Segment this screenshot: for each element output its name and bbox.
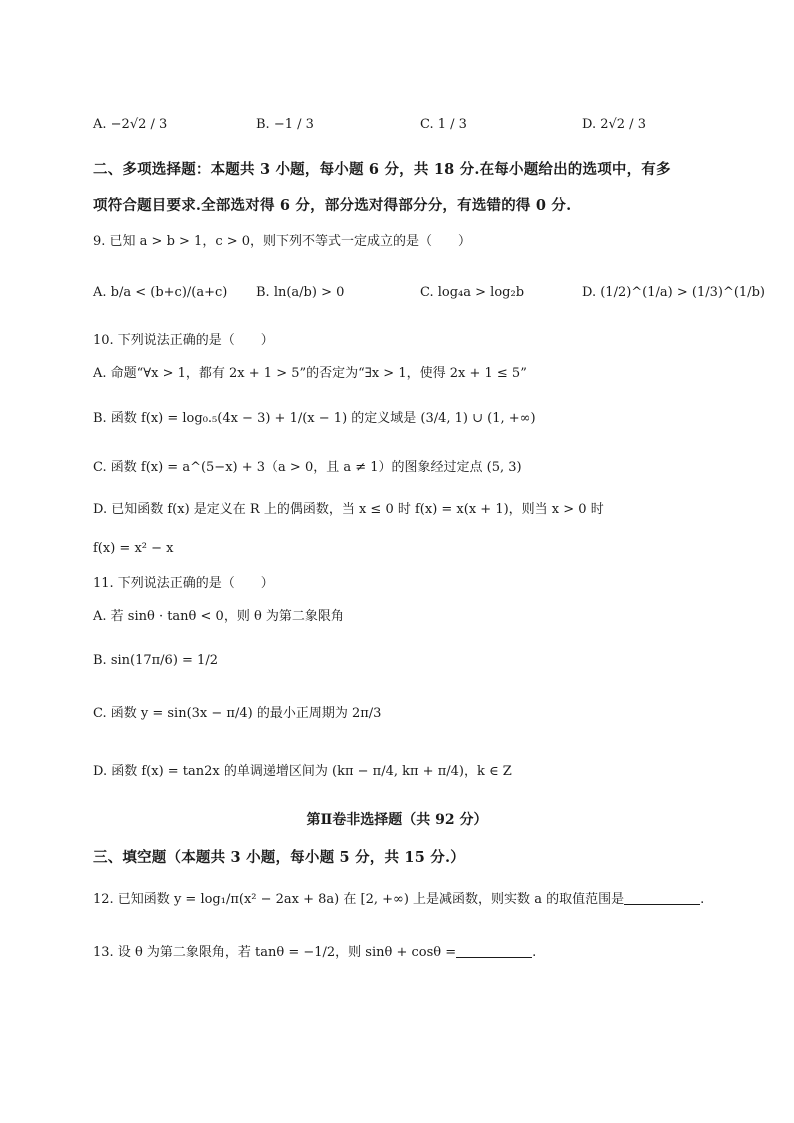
q10-option-d-line1[interactable]: D. 已知函数 f(x) 是定义在 R 上的偶函数，当 x ≤ 0 时 f(x) = x(x + 1)，则当 x > 0 时: [93, 502, 604, 517]
section3-heading: 三、填空题（本题共 3 小题，每小题 5 分，共 15 分.）: [93, 849, 465, 866]
q12-line: [93, 890, 704, 910]
q10-stem: 10. 下列说法正确的是（ ）: [93, 333, 274, 348]
q9-stem: 9. 已知 a > b > 1，c > 0，则下列不等式一定成立的是（ ）: [93, 234, 472, 249]
q10-option-d-line2: f(x) = x² − x: [93, 541, 174, 556]
q10-option-b[interactable]: B. 函数 f(x) = log₀.₅(4x − 3) + 1/(x − 1) 的定义域是 (3/4, 1) ∪ (1, +∞): [93, 411, 536, 426]
q12-answer-blank[interactable]: [624, 890, 700, 905]
q9-option-c[interactable]: C. log₄a > log₂b: [420, 285, 525, 300]
q11-option-a[interactable]: A. 若 sinθ · tanθ < 0，则 θ 为第二象限角: [93, 609, 344, 624]
q11-stem: 11. 下列说法正确的是（ ）: [93, 576, 274, 591]
section2-heading-line2: 项符合题目要求.全部选对得 6 分，部分选对得部分分，有选错的得 0 分.: [93, 197, 572, 214]
section2-heading-line1: 二、多项选择题：本题共 3 小题，每小题 6 分，共 18 分.在每小题给出的选项中，有多: [93, 161, 671, 178]
q8-option-a[interactable]: A. −2√2 / 3: [93, 117, 168, 132]
part2-title: 第Ⅱ卷非选择题（共 92 分）: [306, 812, 488, 828]
q11-option-b[interactable]: B. sin(17π/6) = 1/2: [93, 653, 218, 668]
q8-option-d[interactable]: D. 2√2 / 3: [582, 117, 646, 132]
q12-text: 12. 已知函数 y = log₁/π(x² − 2ax + 8a) 在 [2, +∞) 上是减函数，则实数 a 的取值范围是: [93, 892, 625, 907]
q13-text: 13. 设 θ 为第二象限角，若 tanθ = −1/2，则 sinθ + cosθ =: [93, 945, 457, 960]
q9-option-b[interactable]: B. ln(a/b) > 0: [256, 285, 345, 300]
q13-line: [93, 943, 536, 963]
q10-option-a[interactable]: A. 命题“∀x > 1，都有 2x + 1 > 5”的否定为“∃x > 1，使得 2x + 1 ≤ 5”: [93, 366, 527, 381]
q9-option-d[interactable]: D. (1/2)^(1/a) > (1/3)^(1/b): [582, 285, 765, 300]
q8-option-b[interactable]: B. −1 / 3: [256, 117, 314, 132]
q13-end: .: [532, 945, 537, 960]
q13-answer-blank[interactable]: [456, 943, 532, 958]
q9-option-a[interactable]: A. b/a < (b+c)/(a+c): [93, 285, 228, 300]
q11-option-d[interactable]: D. 函数 f(x) = tan2x 的单调递增区间为 (kπ − π/4, kπ + π/4)，k ∈ Z: [93, 764, 512, 779]
q12-end: .: [700, 892, 705, 907]
q11-option-c[interactable]: C. 函数 y = sin(3x − π/4) 的最小正周期为 2π/3: [93, 706, 382, 721]
q10-option-c[interactable]: C. 函数 f(x) = a^(5−x) + 3（a > 0，且 a ≠ 1）的图象经过定点 (5, 3): [93, 460, 522, 475]
q8-option-c[interactable]: C. 1 / 3: [420, 117, 467, 132]
